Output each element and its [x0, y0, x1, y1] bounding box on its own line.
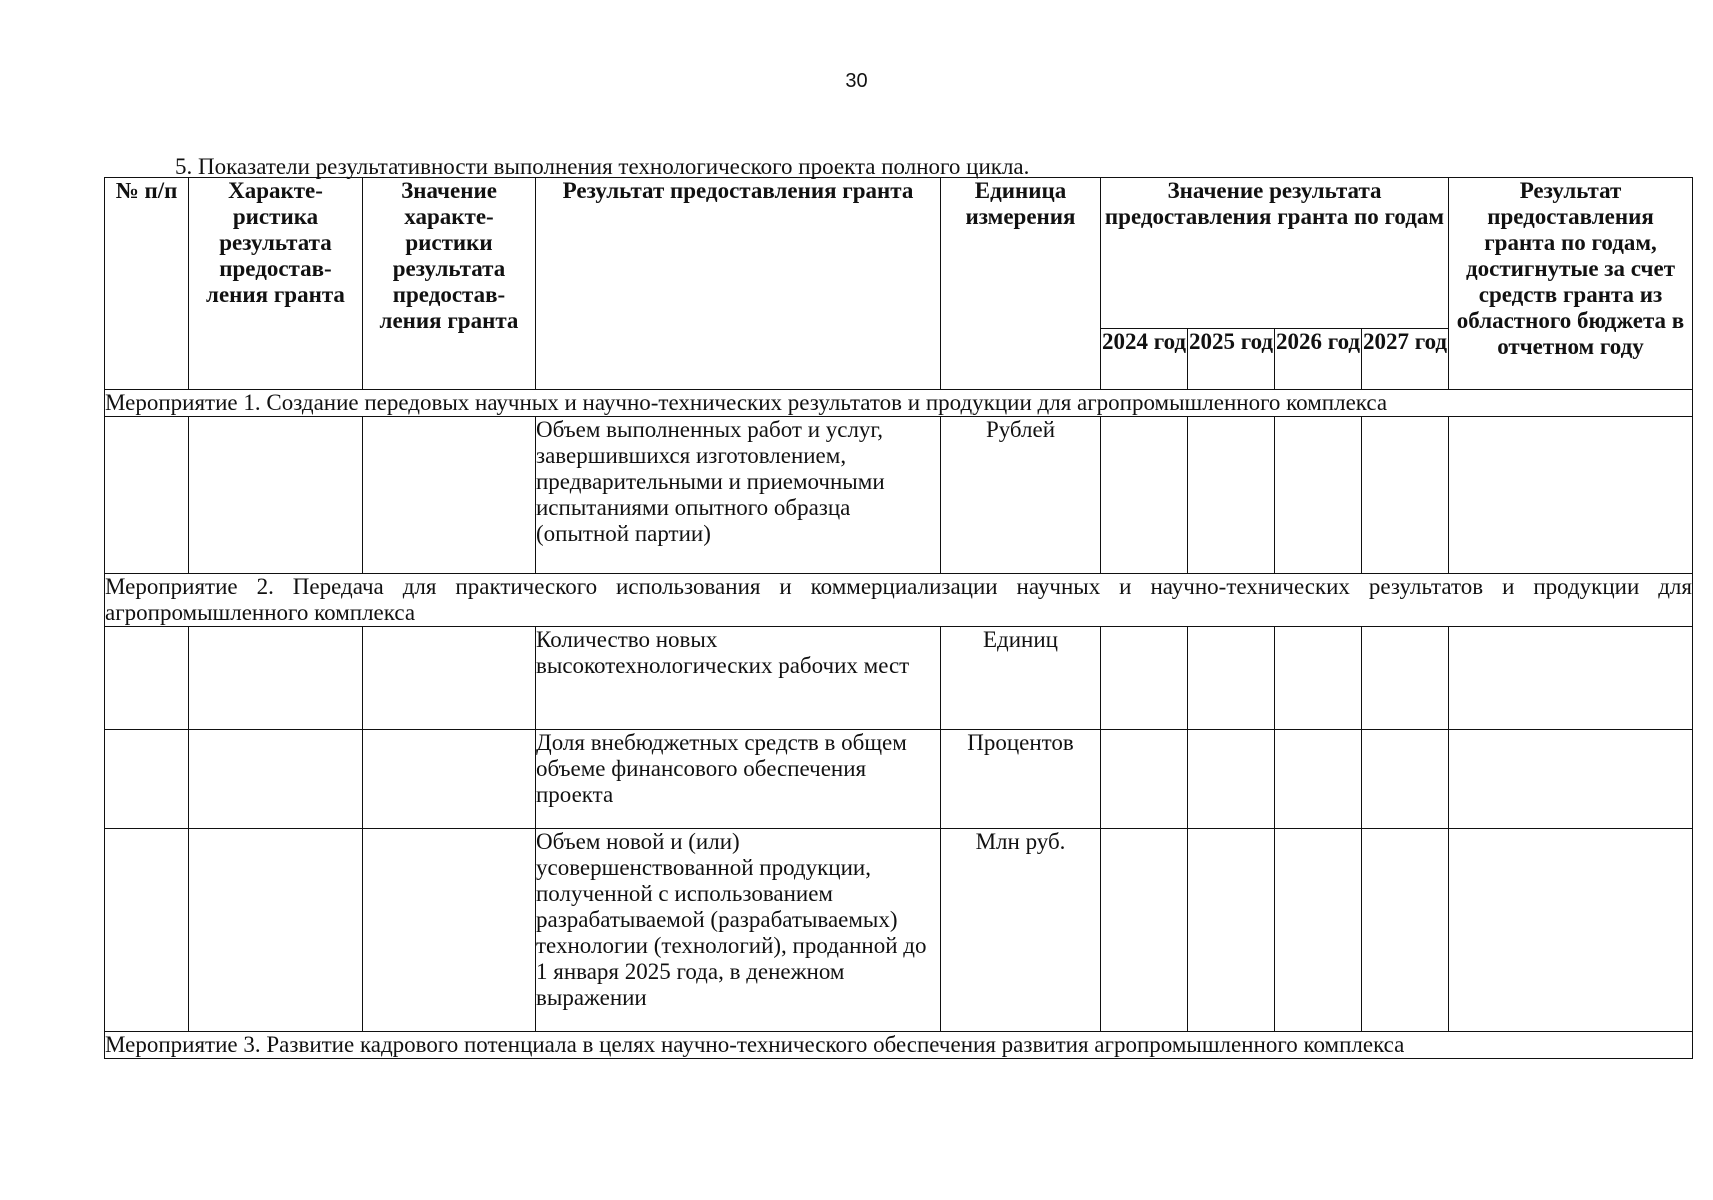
cell-characteristic: [189, 627, 363, 730]
cell-unit: Млн руб.: [941, 829, 1101, 1032]
header-year-2027: 2027 год: [1362, 329, 1449, 390]
header-unit: Единица измерения: [941, 178, 1101, 390]
indicators-table: [104, 177, 1693, 1059]
cell-characteristic: [189, 417, 363, 574]
cell-2024: [1101, 627, 1188, 730]
cell-characteristic: [189, 730, 363, 829]
header-result: Результат предоставления гранта: [536, 178, 941, 390]
cell-2025: [1188, 417, 1275, 574]
cell-characteristic-value: [363, 417, 536, 574]
event-2-title: Мероприятие 2. Передача для практического использования и коммерциализации научных и научно-технических результатов и продукции для агропромышленного комплекса: [105, 574, 1692, 625]
header-num: № п/п: [105, 178, 189, 390]
cell-num: [105, 730, 189, 829]
table-row: [105, 417, 1693, 574]
table-row: [105, 730, 1693, 829]
cell-result: Объем выполненных работ и услуг, завершившихся изготовлением, предварительными и приемочными испытаниями опытного образца (опытной партии): [536, 417, 941, 574]
header-characteristic-value: Значение характе-ристики результата предостав-ления гранта: [363, 178, 536, 390]
page-number: 30: [845, 70, 868, 92]
cell-unit: Процентов: [941, 730, 1101, 829]
cell-num: [105, 417, 189, 574]
cell-result: Количество новых высокотехнологических рабочих мест: [536, 627, 941, 730]
cell-regional-result: [1449, 730, 1693, 829]
header-characteristic: Характе-ристика результата предостав-ления гранта: [189, 178, 363, 390]
cell-characteristic-value: [363, 627, 536, 730]
cell-num: [105, 627, 189, 730]
event-3-title: Мероприятие 3. Развитие кадрового потенциала в целях научно-технического обеспечения развития агропромышленного комплекса: [105, 1032, 1693, 1059]
cell-2025: [1188, 730, 1275, 829]
cell-regional-result: [1449, 829, 1693, 1032]
event-row: [105, 390, 1693, 417]
cell-2024: [1101, 730, 1188, 829]
header-year-2025: 2025 год: [1188, 329, 1275, 390]
cell-2026: [1275, 730, 1362, 829]
cell-2026: [1275, 829, 1362, 1032]
cell-2024: [1101, 417, 1188, 574]
event-row: [105, 574, 1693, 627]
cell-unit: Рублей: [941, 417, 1101, 574]
table-row: [105, 627, 1693, 730]
cell-characteristic-value: [363, 730, 536, 829]
cell-regional-result: [1449, 627, 1693, 730]
header-regional-result: Результат предоставления гранта по годам, достигнутые за счет средств гранта из областного бюджета в отчетном году: [1449, 178, 1693, 390]
cell-2025: [1188, 627, 1275, 730]
section-title: 5. Показатели результативности выполнения технологического проекта полного цикла.: [175, 154, 1030, 179]
cell-result: Объем новой и (или) усовершенствованной продукции, полученной с использованием разрабатываемой (разрабатываемых) технологии (технологий), проданной до 1 января 2025 года, в денежном выражении: [536, 829, 941, 1032]
table-row: [105, 829, 1693, 1032]
header-year-2026: 2026 год: [1275, 329, 1362, 390]
cell-2027: [1362, 730, 1449, 829]
cell-2027: [1362, 417, 1449, 574]
cell-2027: [1362, 627, 1449, 730]
cell-2024: [1101, 829, 1188, 1032]
cell-regional-result: [1449, 417, 1693, 574]
cell-num: [105, 829, 189, 1032]
header-year-2024: 2024 год: [1101, 329, 1188, 390]
header-yearly-values: Значение результата предоставления гранта по годам: [1101, 178, 1449, 329]
cell-characteristic: [189, 829, 363, 1032]
cell-characteristic-value: [363, 829, 536, 1032]
cell-result: Доля внебюджетных средств в общем объеме финансового обеспечения проекта: [536, 730, 941, 829]
cell-2026: [1275, 417, 1362, 574]
cell-2027: [1362, 829, 1449, 1032]
header-row: [105, 178, 1693, 329]
cell-2026: [1275, 627, 1362, 730]
event-1-title: Мероприятие 1. Создание передовых научных и научно-технических результатов и продукции для агропромышленного комплекса: [105, 390, 1693, 417]
cell-2025: [1188, 829, 1275, 1032]
event-row: [105, 1032, 1693, 1059]
cell-unit: Единиц: [941, 627, 1101, 730]
